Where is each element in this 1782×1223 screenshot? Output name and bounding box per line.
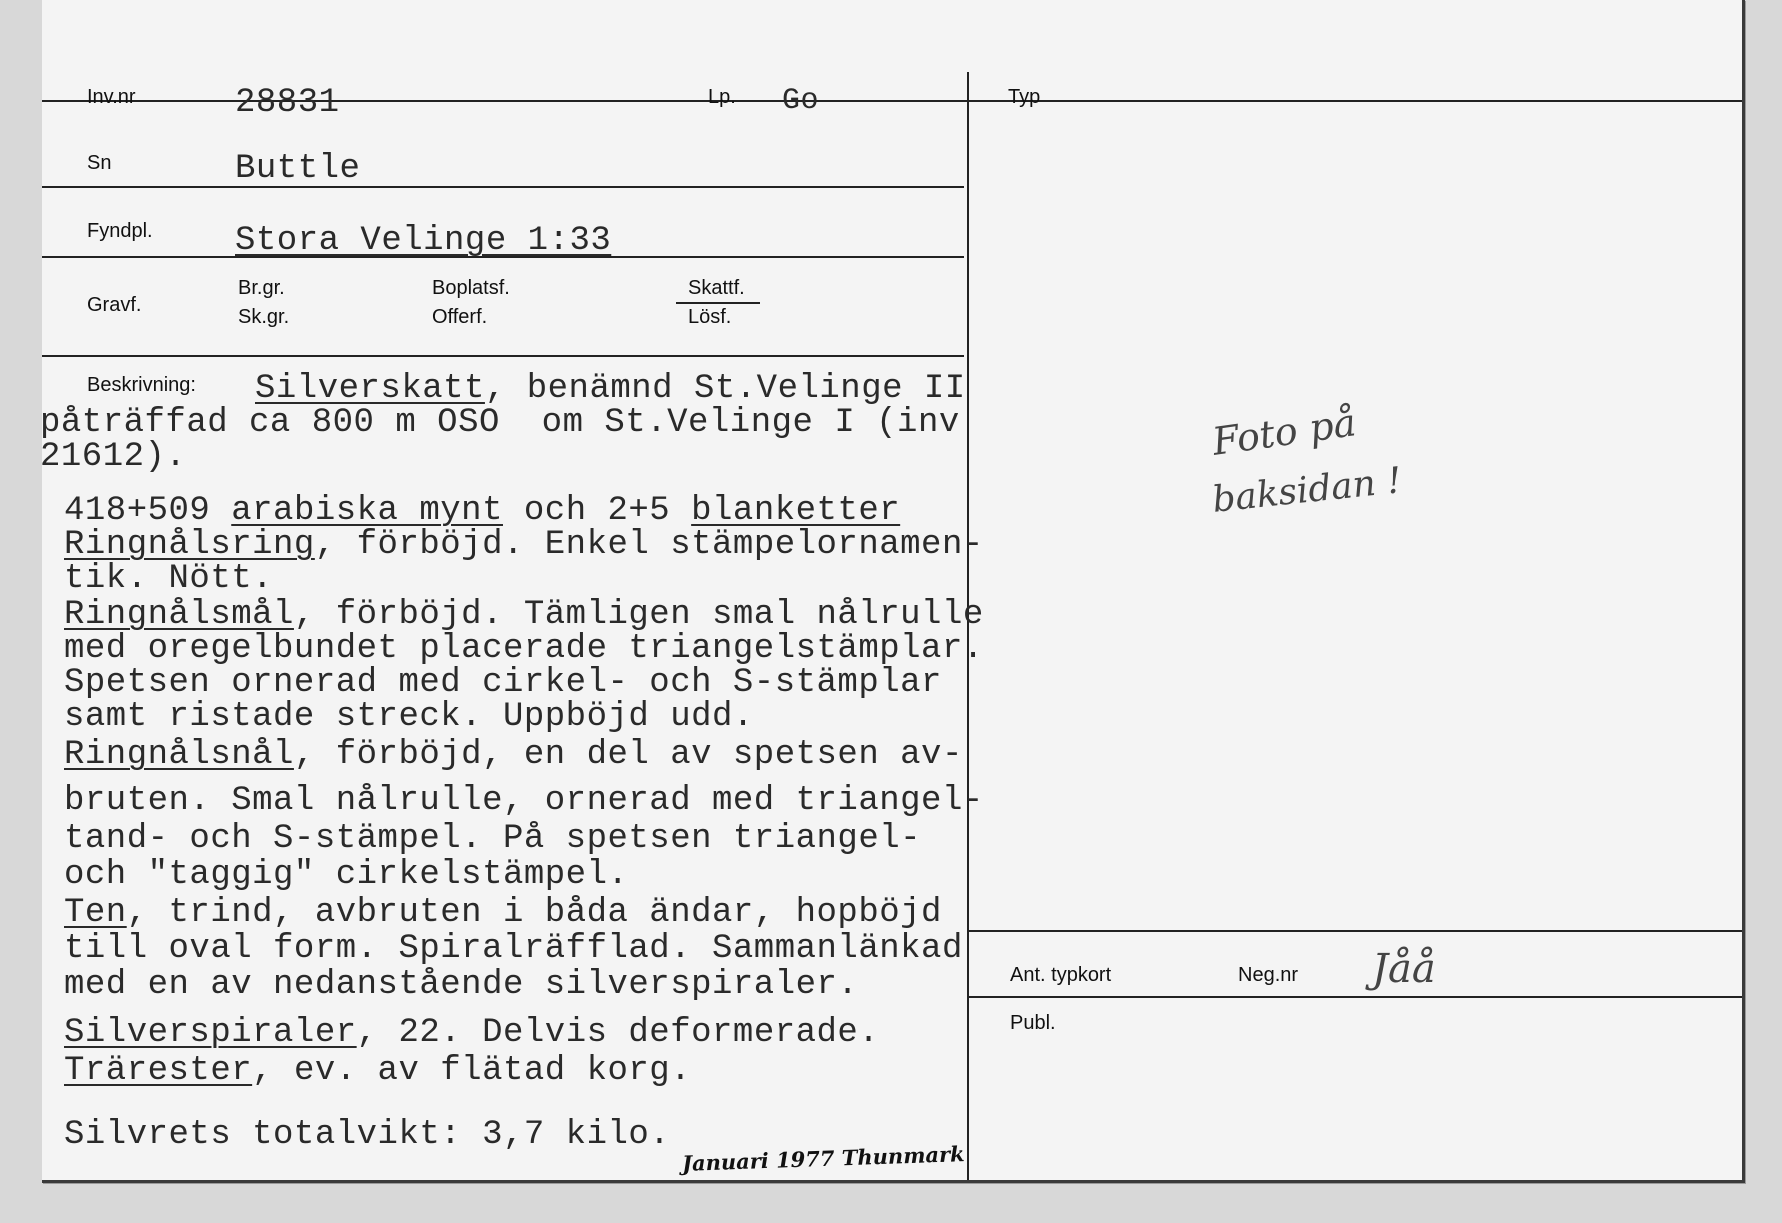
desc-line-1-term: Silverskatt [255,370,485,408]
desc-line-18-rest: , 22. Delvis deformerade. [356,1014,880,1052]
rule-publ [967,996,1742,998]
desc-line-4-c: och 2+5 [502,492,692,530]
ant-typkort-label: Ant. typkort [1010,964,1112,986]
desc-line-3: 21612). [40,438,187,476]
desc-line-7-term: Ringnålsmål [64,596,294,634]
lp-label: Lp. [708,86,736,108]
desc-line-8: med oregelbundet placerade triangelstämplar. [64,630,984,668]
desc-line-1 [255,370,966,408]
desc-line-11-term: Ringnålsnål [64,736,294,774]
sn-value: Buttle [235,150,361,188]
desc-line-18-term: Silverspiraler [64,1014,357,1052]
signature: Januari 1977 Thunmark [681,1141,966,1176]
skattf-underline [676,302,760,304]
desc-line-11 [64,736,963,774]
boplatsf-label: Boplatsf. [432,277,510,299]
desc-line-19-term: Trärester [64,1052,253,1090]
desc-line-5 [64,526,984,564]
desc-line-10: samt ristade streck. Uppböjd udd. [64,698,754,736]
desc-line-1-rest: , benämnd St.Velinge II [484,370,966,408]
desc-line-7-rest: , förböjd. Tämligen smal nålrulle [293,596,984,634]
desc-line-16: till oval form. Spiralräfflad. Sammanlänkad [64,930,963,968]
desc-line-18 [64,1014,879,1052]
brgr-label: Br.gr. [238,277,285,299]
sn-label: Sn [87,152,112,174]
inv-value: 28831 [235,84,340,122]
typ-label: Typ [1008,86,1041,108]
negnr-value: Jåå [1372,946,1436,992]
fyndpl-value: Stora Velinge 1:33 [235,222,612,260]
desc-line-15-rest: , trind, avbruten i båda ändar, hopböjd [126,894,942,932]
skattf-label: Skattf. [688,277,745,299]
desc-line-7 [64,596,984,634]
desc-line-4-b: arabiska mynt [231,492,503,530]
desc-line-6: tik. Nött. [64,560,274,598]
losf-label: Lösf. [688,306,732,328]
catalog-card [42,0,1745,1183]
skgr-label: Sk.gr. [238,306,290,328]
desc-line-13: tand- och S-stämpel. På spetsen triangel- [64,820,922,858]
photo-note-line-1: Foto på [1209,400,1359,464]
inv-label: Inv.nr [87,86,136,108]
desc-line-5-term: Ringnålsring [64,526,315,564]
description-label: Beskrivning: [87,374,196,396]
desc-line-17: med en av nedanstående silverspiraler. [64,966,859,1004]
desc-line-15 [64,894,942,932]
desc-line-4-d: blanketter [691,492,901,530]
desc-line-9: Spetsen ornerad med cirkel- och S-stämplar [64,664,942,702]
desc-line-19-rest: , ev. av flätad korg. [252,1052,692,1090]
rule-gravf [42,355,964,357]
rule-sn [42,186,964,188]
desc-line-4-a: 418+509 [64,492,232,530]
desc-line-4 [64,492,900,530]
desc-line-14: och "taggig" cirkelstämpel. [64,856,629,894]
lp-value: Go [782,84,820,118]
publ-label: Publ. [1010,1012,1056,1034]
rule-ant-typkort [967,930,1742,932]
desc-line-15-term: Ten [64,894,127,932]
offerf-label: Offerf. [432,306,488,328]
gravf-label: Gravf. [87,294,142,316]
negnr-label: Neg.nr [1238,964,1299,986]
desc-line-12: bruten. Smal nålrulle, ornerad med triangel- [64,782,984,820]
desc-line-2: påträffad ca 800 m OSO om St.Velinge I (inv [40,404,960,442]
desc-line-11-rest: , förböjd, en del av spetsen av- [293,736,963,774]
desc-line-19 [64,1052,691,1090]
desc-line-20: Silvrets totalvikt: 3,7 kilo. [64,1116,671,1154]
desc-line-5-rest: , förböjd. Enkel stämpelornamen- [314,526,984,564]
photo-note-line-2: baksidan ! [1210,460,1404,521]
fyndpl-label: Fyndpl. [87,220,153,242]
